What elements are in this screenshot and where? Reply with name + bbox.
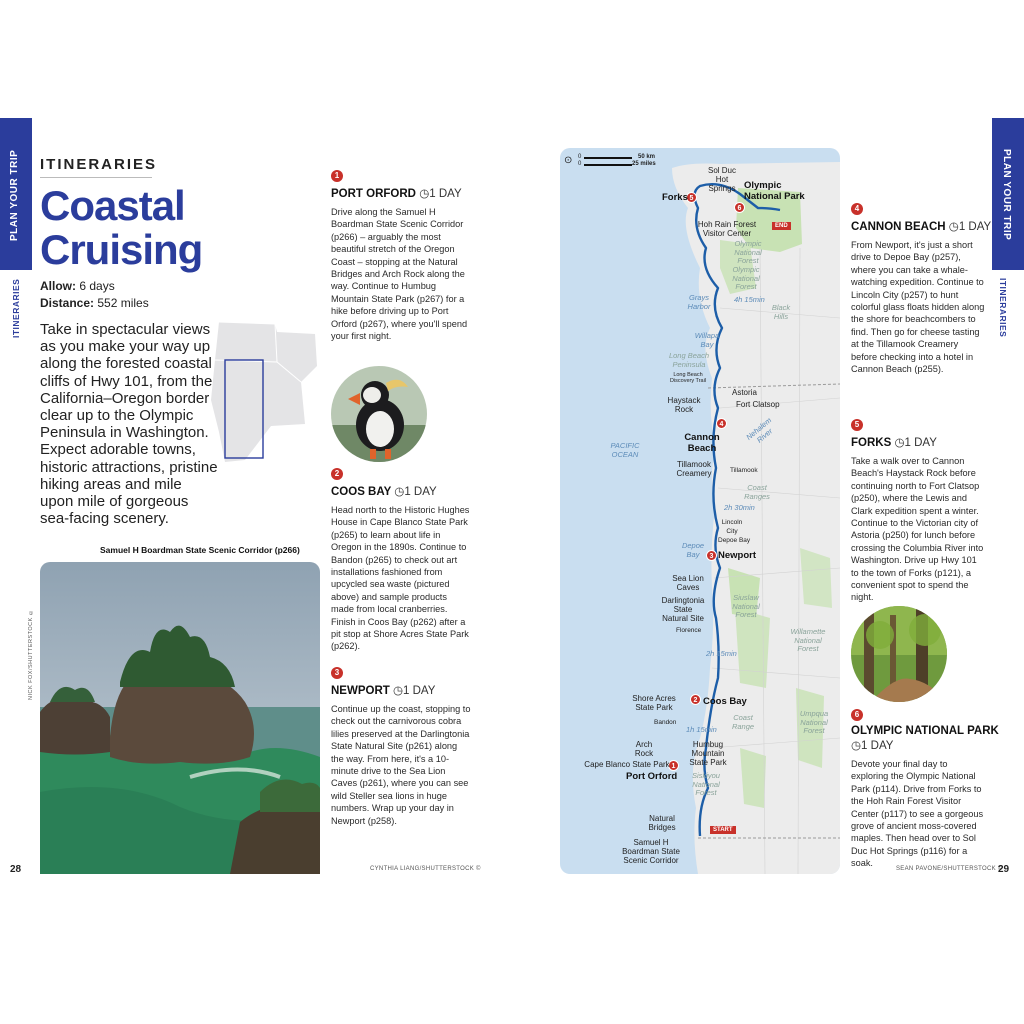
stop-1-heading	[331, 186, 471, 200]
stop-4-heading	[851, 219, 992, 233]
stop-4-number: 4	[851, 203, 863, 215]
route-map	[560, 148, 840, 874]
stop-5-heading	[851, 435, 986, 449]
scale-bar	[564, 154, 674, 170]
stop-3-name: NEWPORT	[331, 685, 390, 697]
map-place-shore-acres: Shore Acres State Park	[632, 694, 676, 712]
map-time-2: 2h 30min	[724, 503, 755, 512]
scale-zero-km: 0	[578, 154, 582, 160]
stop-5	[851, 414, 986, 604]
stop-5-duration: ◷1 DAY	[894, 437, 937, 449]
stop-3-heading	[331, 683, 471, 697]
map-place-long-beach-trail: Long Beach Discovery Trail	[669, 372, 707, 384]
map-time-4: 1h 15min	[686, 725, 717, 734]
stop-2-name: COOS BAY	[331, 486, 392, 498]
page-title-line2: Cruising	[40, 226, 203, 273]
map-town-port-orford: Port Orford	[626, 771, 678, 782]
allow-value: 6 days	[79, 279, 115, 293]
stop-5-number: 5	[851, 419, 863, 431]
stop-1-name: PORT ORFORD	[331, 188, 416, 200]
map-town-forks: Forks	[662, 192, 688, 203]
left-page-number: 28	[10, 864, 22, 875]
north-arrow-icon: ⊙	[564, 155, 573, 166]
map-region-grays: Grays Harbor	[687, 293, 711, 311]
map-time-1: 4h 15min	[734, 295, 765, 304]
map-place-tillamook: Tillamook	[730, 467, 758, 474]
stop-2-number: 2	[331, 468, 343, 480]
stop-4-name: CANNON BEACH	[851, 221, 946, 233]
map-town-olympic: Olympic National Park	[744, 180, 805, 202]
map-place-lincoln-city: Lincoln City	[721, 519, 743, 535]
map-pin-4: 4	[716, 418, 727, 429]
allow-line	[40, 278, 115, 295]
map-place-sol-duc: Sol Duc Hot Springs	[707, 166, 736, 193]
map-place-arch-rock: Arch Rock	[634, 740, 654, 758]
map-region-siskiyou: Siskiyou National Forest	[692, 771, 720, 797]
map-region-nehalem: Nehalem River	[744, 415, 774, 445]
map-place-hoh: Hoh Rain Forest Visitor Center	[697, 220, 757, 238]
forest-credit: SEAN PAVONE/SHUTTERSTOCK ©	[896, 866, 1003, 872]
map-town-cannon-beach: Cannon Beach	[684, 432, 720, 454]
allow-label: Allow:	[40, 279, 76, 293]
map-place-florence: Florence	[676, 627, 702, 634]
photo-credit-nick: NICK FOX/SHUTTERSTOCK ©	[28, 608, 34, 700]
map-region-umpqua: Umpqua National Forest	[799, 709, 829, 735]
stop-2	[331, 463, 471, 653]
right-side-section-label: ITINERARIES	[998, 278, 1008, 338]
map-town-coos-bay: Coos Bay	[703, 696, 747, 707]
map-region-long-beach: Long Beach Peninsula	[668, 351, 710, 369]
map-pin-6: 6	[734, 202, 745, 213]
stop-1-number: 1	[331, 170, 343, 182]
scale-km-label: 50 km	[638, 154, 656, 160]
map-town-newport: Newport	[718, 550, 756, 561]
map-place-humbug: Humbug Mountain State Park	[689, 740, 727, 767]
map-pin-1: 1	[668, 760, 679, 771]
coastal-photo	[40, 562, 320, 874]
map-region-willamette: Willamette National Forest	[790, 627, 826, 653]
lead-paragraph: Take in spectacular views as you make your way up along the forested coastal cliffs of Hwy 101, from the California–Oregon border clear up to the Olympic Peninsula in Washington. Expect adorable towns, historic attractions, pristine hiking areas and mile upon mile of gorgeous sea-facing scenery.	[40, 321, 218, 528]
stop-1	[331, 165, 471, 342]
section-eyebrow: ITINERARIES	[40, 156, 158, 173]
stop-6-number: 6	[851, 709, 863, 721]
map-region-onf-1: Olympic National Forest	[734, 239, 762, 265]
stop-4-body: From Newport, it's just a short drive to Depoe Bay (p257), where you can take a whale-watching expedition. Continue to Lincoln City (p257) to hunt colorful glass floats hidden along the shore for beachcombers to find. Then go for cheese tasting at the Tillamook Creamery before checking into a hotel in Cannon Beach (p255).	[851, 240, 985, 375]
map-pin-3: 3	[706, 550, 717, 561]
scale-mi-label: 25 miles	[632, 161, 656, 167]
forest-photo	[850, 605, 948, 703]
start-badge: START	[710, 826, 736, 834]
stop-6-duration: ◷1 DAY	[851, 740, 894, 752]
stop-6	[851, 704, 999, 870]
stop-6-heading	[851, 725, 999, 737]
map-place-bandon: Bandon	[654, 719, 677, 726]
stop-2-body: Head north to the Historic Hughes House in Cape Blanco State Park (p265) to learn about life in Oregon in the 1890s. Continue to Bandon (p265) to check out art installations fashioned from upcycled sea waste (pictured above) and sample products made from local cranberries. Finish in Coos Bay (p262) after a pit stop at Shore Acres State Park (p262).	[331, 505, 470, 652]
stop-6-body: Devote your final day to exploring the Olympic National Park (p114). Drive from Forks to the Hoh Rain Forest Visitor Center (p117) to see a gorgeous grove of ancient moss-covered maples. Then head over to Sol Duc Hot Springs (p116) for a soak.	[851, 759, 984, 869]
map-region-depoe: Depoe Bay	[681, 541, 705, 559]
map-region-willapa: Willapa Bay	[694, 331, 720, 349]
map-region-coast-ranges: Coast Ranges	[744, 483, 770, 501]
stop-3-number: 3	[331, 667, 343, 679]
stop-1-duration: ◷1 DAY	[419, 188, 462, 200]
stop-6-name: OLYMPIC NATIONAL PARK	[851, 725, 999, 737]
map-place-samuel-h: Samuel H Boardman State Scenic Corridor	[622, 838, 680, 865]
map-place-fort-clatsop: Fort Clatsop	[736, 400, 780, 409]
distance-value: 552 miles	[97, 296, 149, 310]
map-place-sea-lion: Sea Lion Caves	[672, 574, 704, 592]
photo-caption: Samuel H Boardman State Scenic Corridor (p266)	[100, 545, 300, 555]
left-side-section-label: ITINERARIES	[11, 278, 21, 338]
map-place-haystack: Haystack Rock	[667, 396, 701, 414]
map-pin-2: 2	[690, 694, 701, 705]
stop-3-duration: ◷1 DAY	[392, 685, 436, 697]
puffin-photo	[330, 365, 428, 463]
right-side-tab-label: PLAN YOUR TRIP	[1001, 149, 1012, 241]
end-badge: END	[772, 222, 791, 230]
map-place-tillamook-creamery: Tillamook Creamery	[676, 460, 712, 478]
page-title-line1: Coastal	[40, 182, 185, 229]
map-place-astoria: Astoria	[732, 388, 757, 397]
left-side-tab-label: PLAN YOUR TRIP	[9, 149, 20, 241]
map-place-depoe-bay: Depoe Bay	[718, 537, 751, 544]
map-place-cape-blanco: Cape Blanco State Park	[584, 760, 670, 769]
distance-label: Distance:	[40, 296, 95, 310]
map-region-siuslaw: Siuslaw National Forest	[732, 593, 760, 619]
scale-line-mi	[584, 164, 632, 166]
stop-3-body: Continue up the coast, stopping to check out the carnivorous cobra lilies preserved at the Darlingtonia State Natural Site (p261) along the way. From here, it's a 10-minute drive to the Sea Lion Caves (p261), where you can see wild Steller sea lions in huge numbers. Wrap up your day in Newport (p258).	[331, 704, 471, 826]
map-time-3: 2h 15min	[706, 649, 737, 658]
stop-5-body: Take a walk over to Cannon Beach's Haystack Rock before continuing north to Fort Clatsop (p250), where the Lewis and Clark expedition spent a winter. Continue to the Victorian city of Astoria (p250) for lunch before crossing the Columbia River into Washington. Drive up Hwy 101 to the town of Forks (p121), a convenient spot to spend the night.	[851, 456, 984, 603]
stop-1-body: Drive along the Samuel H Boardman State Scenic Corridor (p266) – arguably the most beautiful stretch of the Oregon Coast – stopping at the Natural Bridges and Arch Rock along the way. Continue to Humbug Mountain State Park (p267) for a hike before driving up to Port Orford (p267), where you'll spend your first night.	[331, 207, 468, 342]
map-region-onf-2: Olympic National Forest	[732, 265, 760, 291]
map-place-darlingtonia: Darlingtonia State Natural Site	[661, 596, 705, 623]
stop-5-name: FORKS	[851, 437, 892, 449]
ocean-label: PACIFIC OCEAN	[610, 441, 640, 459]
eyebrow-rule	[40, 177, 152, 178]
right-page-number: 29	[998, 864, 1010, 875]
stop-6-duration-line	[851, 738, 986, 752]
distance-line	[40, 295, 149, 312]
locator-map	[205, 320, 325, 470]
scale-zero-mi: 0	[578, 161, 582, 167]
map-region-coast-range: Coast Range	[731, 713, 755, 731]
scale-line-km	[584, 157, 632, 159]
stop-4-duration: ◷1 DAY	[948, 221, 992, 233]
map-region-black-hills: Black Hills	[771, 303, 791, 321]
stop-2-duration: ◷1 DAY	[394, 486, 437, 498]
map-pin-5: 5	[686, 192, 697, 203]
stop-3	[331, 662, 471, 827]
stop-2-heading	[331, 484, 471, 498]
stop-4	[851, 198, 992, 375]
map-place-natural-bridges: Natural Bridges	[648, 814, 676, 832]
puffin-credit: CYNTHIA LIANG/SHUTTERSTOCK ©	[370, 866, 481, 872]
